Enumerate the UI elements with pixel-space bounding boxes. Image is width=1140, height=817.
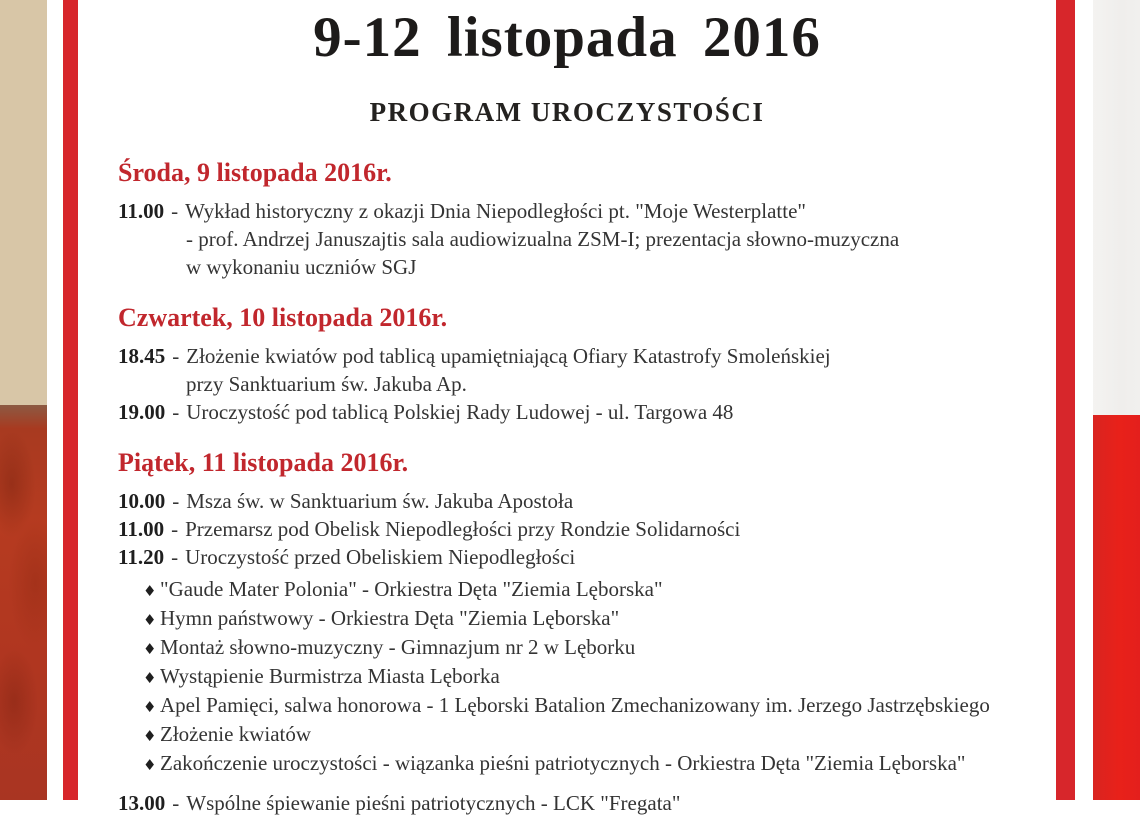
red-rule-left (63, 0, 78, 800)
event-time: 11.00 (118, 517, 165, 541)
event-line (118, 515, 1046, 543)
section (118, 158, 1046, 281)
flag-white-field (1093, 0, 1140, 415)
event (118, 197, 1046, 281)
bullet-text: Zakończenie uroczystości - wiązanka pieśni patriotycznych - Orkiestra Dęta "Ziemia Lęborska" (160, 751, 966, 775)
event-time: 10.00 (118, 489, 166, 513)
event (118, 515, 1046, 543)
bullet-item (143, 634, 1046, 663)
bullet-item (143, 663, 1046, 692)
bullet-text: "Gaude Mater Polonia" - Orkiestra Dęta "Ziemia Lęborska" (160, 577, 663, 601)
dash-separator: - (172, 489, 180, 513)
bullet-text: Apel Pamięci, salwa honorowa - 1 Lęborski Batalion Zmechanizowany im. Jerzego Jastrzębskiego (160, 693, 990, 717)
event-text: Uroczystość przed Obeliskiem Niepodległości (185, 545, 576, 569)
paper-texture-beige (0, 0, 47, 415)
dash-separator: - (171, 545, 179, 569)
event-line (118, 398, 1046, 426)
event-line (118, 789, 1046, 817)
bullet-item (143, 750, 1046, 779)
flag-red-field (1093, 415, 1140, 800)
diamond-bullet-icon: ♦ (143, 727, 157, 745)
bullet-item (143, 576, 1046, 605)
schedule (78, 158, 1056, 817)
event-time: 11.00 (118, 199, 165, 223)
event-continuation-line: w wykonaniu uczniów SGJ (186, 255, 417, 279)
section-header: Czwartek, 10 listopada 2016r. (118, 303, 448, 332)
event (118, 398, 1046, 426)
paper-texture-red (0, 405, 47, 800)
bullet-text: Wystąpienie Burmistrza Miasta Lęborka (160, 664, 500, 688)
diamond-bullet-icon: ♦ (143, 611, 157, 629)
event-text: Msza św. w Sanktuarium św. Jakuba Apostoła (186, 489, 574, 513)
bullet-text: Hymn państwowy - Orkiestra Dęta "Ziemia Lęborska" (160, 606, 620, 630)
diamond-bullet-icon: ♦ (143, 756, 157, 774)
event-text: Złożenie kwiatów pod tablicą upamiętniającą Ofiary Katastrofy Smoleńskiej (186, 344, 831, 368)
red-rule-right (1056, 0, 1075, 800)
diamond-bullet-icon: ♦ (143, 640, 157, 658)
section (118, 448, 1046, 817)
bullet-list (118, 576, 1046, 779)
event-line (118, 342, 1046, 370)
event-line (118, 543, 1046, 571)
event-line (118, 197, 1046, 225)
dash-separator: - (172, 344, 180, 368)
bullet-text: Montaż słowno-muzyczny - Gimnazjum nr 2 w Lęborku (160, 635, 636, 659)
bullet-item (143, 605, 1046, 634)
event-text: Wspólne śpiewanie pieśni patriotycznych - LCK "Fregata" (186, 791, 681, 815)
flag-strip (1093, 0, 1140, 800)
section-header: Piątek, 11 listopada 2016r. (118, 448, 409, 477)
dash-separator: - (172, 791, 180, 815)
poster-content (78, 0, 1056, 815)
event-text: Wykład historyczny z okazji Dnia Niepodległości pt. "Moje Westerplatte" (185, 199, 806, 223)
event (118, 789, 1046, 817)
bullet-text: Złożenie kwiatów (160, 722, 312, 746)
event-line (118, 487, 1046, 515)
event-text: Przemarsz pod Obelisk Niepodległości przy Rondzie Solidarności (185, 517, 741, 541)
event (118, 543, 1046, 571)
diamond-bullet-icon: ♦ (143, 698, 157, 716)
event-time: 11.20 (118, 545, 165, 569)
dash-separator: - (171, 199, 179, 223)
bullet-item (143, 692, 1046, 721)
dash-separator: - (171, 517, 179, 541)
page-title: 9-12 listopada 2016 (313, 6, 821, 69)
event-text: Uroczystość pod tablicą Polskiej Rady Ludowej - ul. Targowa 48 (186, 400, 734, 424)
diamond-bullet-icon: ♦ (143, 669, 157, 687)
dash-separator: - (172, 400, 180, 424)
paper-texture-strip (0, 0, 47, 800)
diamond-bullet-icon: ♦ (143, 582, 157, 600)
event-continuation-line: - prof. Andrzej Januszajtis sala audiowizualna ZSM-I; prezentacja słowno-muzyczna (186, 227, 900, 251)
section-header: Środa, 9 listopada 2016r. (118, 158, 392, 187)
event-continuation-line: przy Sanktuarium św. Jakuba Ap. (186, 372, 467, 396)
bullet-item (143, 721, 1046, 750)
page-subtitle: PROGRAM UROCZYSTOŚCI (369, 97, 765, 127)
event-time: 19.00 (118, 400, 166, 424)
event-time: 13.00 (118, 791, 166, 815)
event-time: 18.45 (118, 344, 166, 368)
event (118, 342, 1046, 398)
event (118, 487, 1046, 515)
section (118, 303, 1046, 426)
